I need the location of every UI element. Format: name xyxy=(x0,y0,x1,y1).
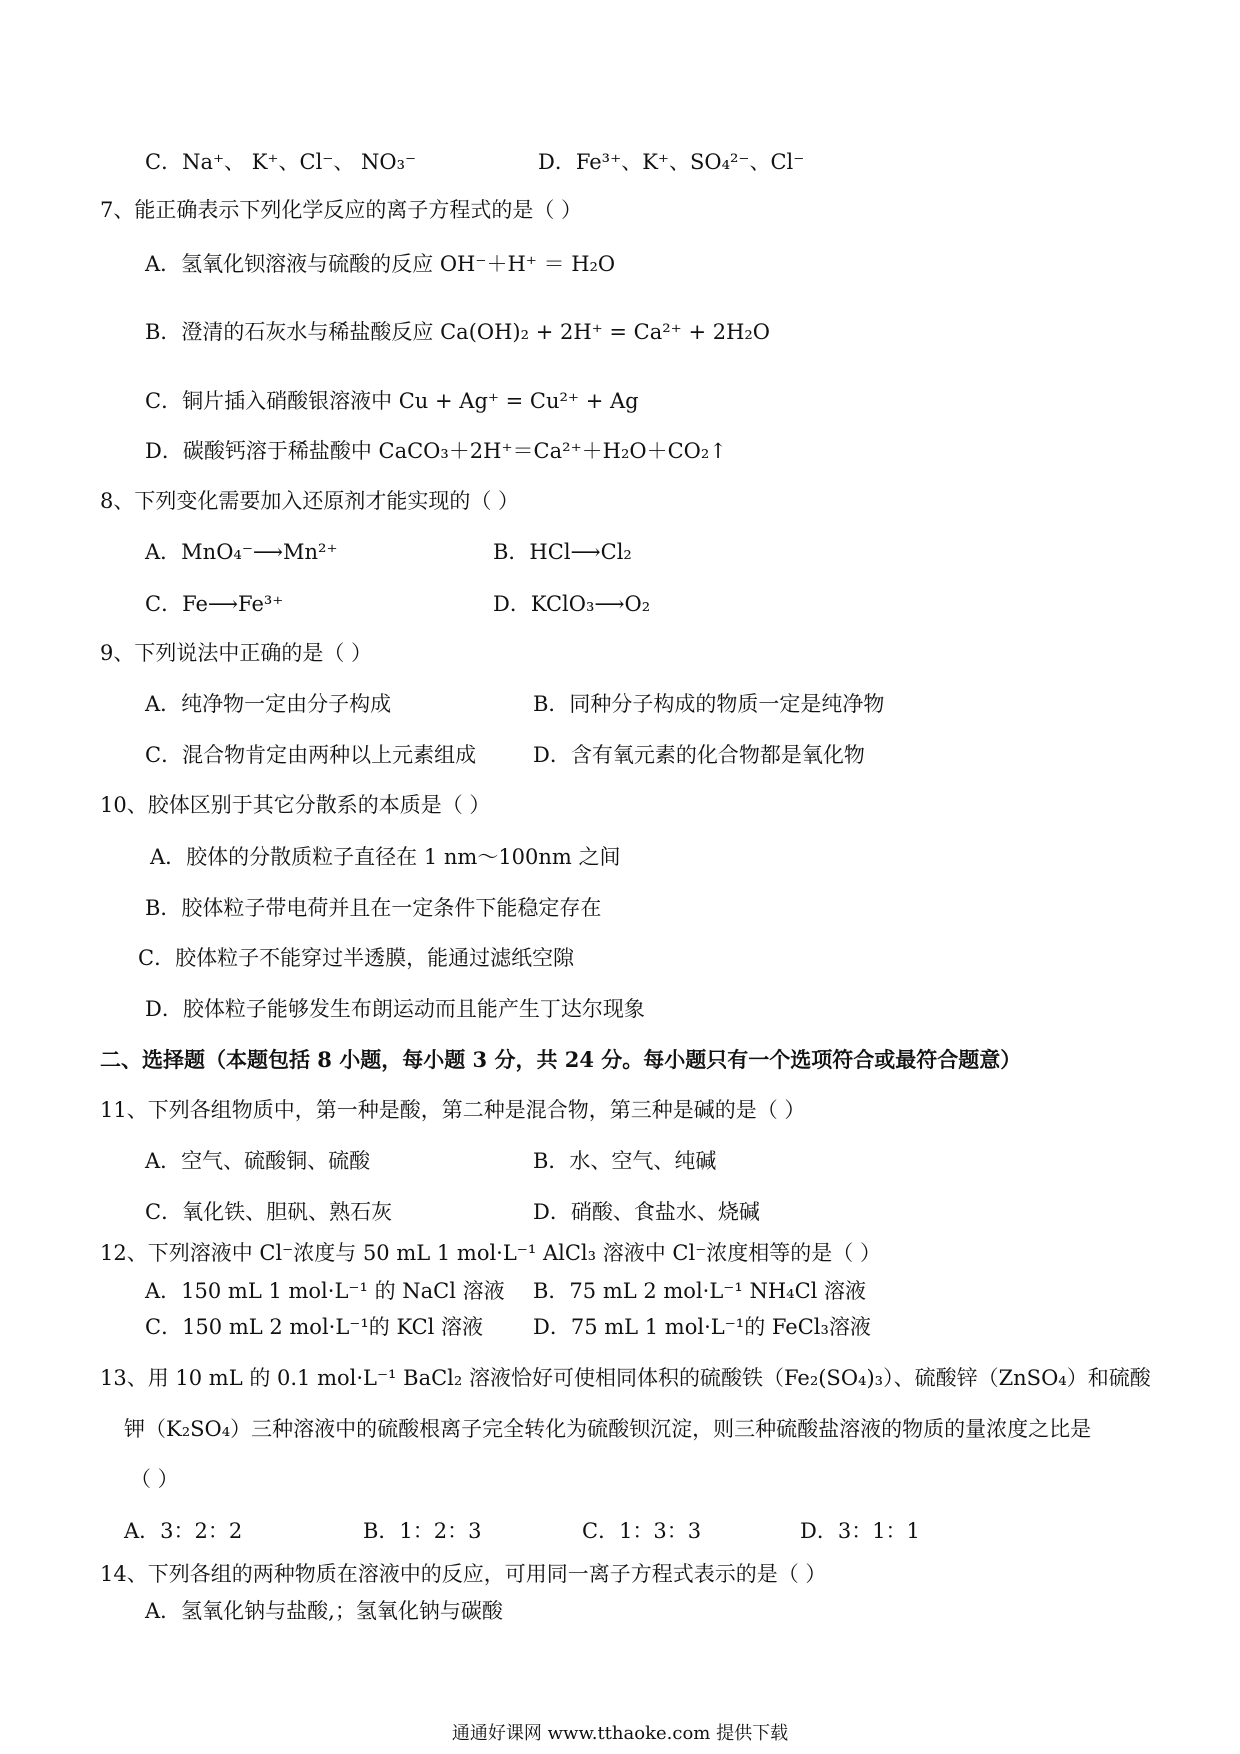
q8-option-d: D．KClO₃⟶O₂ xyxy=(493,592,651,616)
q9-option-b: B．同种分子构成的物质一定是纯净物 xyxy=(533,692,885,716)
q12-stem: 12、下列溶液中 Cl⁻浓度与 50 mL 1 mol·L⁻¹ AlCl₃ 溶液中 Cl⁻浓度相等的是（ ） xyxy=(100,1241,881,1265)
q14-stem: 14、下列各组的两种物质在溶液中的反应，可用同一离子方程式表示的是（ ） xyxy=(100,1562,827,1586)
q10-option-a: A．胶体的分散质粒子直径在 1 nm～100nm 之间 xyxy=(150,845,621,869)
q8-option-c: C．Fe⟶Fe³⁺ xyxy=(145,592,284,616)
q6-option-c: C．Na⁺、 K⁺、Cl⁻、 NO₃⁻ xyxy=(145,150,417,174)
q9-option-d: D．含有氧元素的化合物都是氧化物 xyxy=(533,743,865,767)
q13-stem-line1: 13、用 10 mL 的 0.1 mol·L⁻¹ BaCl₂ 溶液恰好可使相同体积的硫酸铁（Fe₂(SO₄)₃）、硫酸锌（ZnSO₄）和硫酸 xyxy=(100,1366,1151,1390)
q13-stem-line3: （ ） xyxy=(130,1467,179,1491)
q7-option-a: A．氢氧化钡溶液与硫酸的反应 OH⁻＋H⁺ ＝ H₂O xyxy=(145,252,616,276)
q13-option-b: B．1：2：3 xyxy=(363,1519,482,1543)
q12-option-d: D．75 mL 1 mol·L⁻¹的 FeCl₃溶液 xyxy=(533,1315,871,1339)
q11-option-b: B．水、空气、纯碱 xyxy=(533,1149,717,1173)
q7-stem: 7、能正确表示下列化学反应的离子方程式的是（ ） xyxy=(100,198,583,222)
q10-option-c: C．胶体粒子不能穿过半透膜，能通过滤纸空隙 xyxy=(138,946,575,970)
q13-option-a: A．3：2：2 xyxy=(124,1519,243,1543)
q11-option-c: C．氧化铁、胆矾、熟石灰 xyxy=(145,1200,393,1224)
q7-option-d: D．碳酸钙溶于稀盐酸中 CaCO₃＋2H⁺＝Ca²⁺＋H₂O＋CO₂↑ xyxy=(145,439,727,463)
q13-stem-line2: 钾（K₂SO₄）三种溶液中的硫酸根离子完全转化为硫酸钡沉淀，则三种硫酸盐溶液的物质的量浓度之比是 xyxy=(124,1417,1092,1441)
q14-option-a: A．氢氧化钠与盐酸,；氢氧化钠与碳酸 xyxy=(145,1599,503,1623)
q11-stem: 11、下列各组物质中，第一种是酸，第二种是混合物，第三种是碱的是（ ） xyxy=(100,1098,806,1122)
q10-stem: 10、胶体区别于其它分散系的本质是（ ） xyxy=(100,793,491,817)
q13-option-d: D．3：1：1 xyxy=(800,1519,920,1543)
q9-option-c: C．混合物肯定由两种以上元素组成 xyxy=(145,743,477,767)
q12-option-c: C．150 mL 2 mol·L⁻¹的 KCl 溶液 xyxy=(145,1315,484,1339)
q8-option-b: B．HCl⟶Cl₂ xyxy=(493,540,632,564)
q11-option-a: A．空气、硫酸铜、硫酸 xyxy=(145,1149,371,1173)
q9-option-a: A．纯净物一定由分子构成 xyxy=(145,692,392,716)
q8-option-a: A．MnO₄⁻⟶Mn²⁺ xyxy=(145,540,338,564)
q10-option-b: B．胶体粒子带电荷并且在一定条件下能稳定存在 xyxy=(145,896,602,920)
q7-option-b: B．澄清的石灰水与稀盐酸反应 Ca(OH)₂ + 2H⁺ = Ca²⁺ + 2H₂O xyxy=(145,320,771,344)
q9-stem: 9、下列说法中正确的是（ ） xyxy=(100,641,373,665)
q13-option-c: C．1：3：3 xyxy=(582,1519,702,1543)
q10-option-d: D．胶体粒子能够发生布朗运动而且能产生丁达尔现象 xyxy=(145,997,645,1021)
footer-credit: 通通好课网 www.tthaoke.com 提供下载 xyxy=(451,1723,789,1744)
q8-stem: 8、下列变化需要加入还原剂才能实现的（ ） xyxy=(100,489,520,513)
q12-option-a: A．150 mL 1 mol·L⁻¹ 的 NaCl 溶液 xyxy=(145,1279,505,1303)
q6-option-d: D．Fe³⁺、K⁺、SO₄²⁻、Cl⁻ xyxy=(538,150,805,174)
section-heading: 二、选择题（本题包括 8 小题，每小题 3 分，共 24 分。每小题只有一个选项符合或最符合题意） xyxy=(100,1047,1022,1072)
q11-option-d: D．硝酸、食盐水、烧碱 xyxy=(533,1200,760,1224)
q7-option-c: C．铜片插入硝酸银溶液中 Cu + Ag⁺ = Cu²⁺ + Ag xyxy=(145,389,639,413)
q12-option-b: B．75 mL 2 mol·L⁻¹ NH₄Cl 溶液 xyxy=(533,1279,867,1303)
